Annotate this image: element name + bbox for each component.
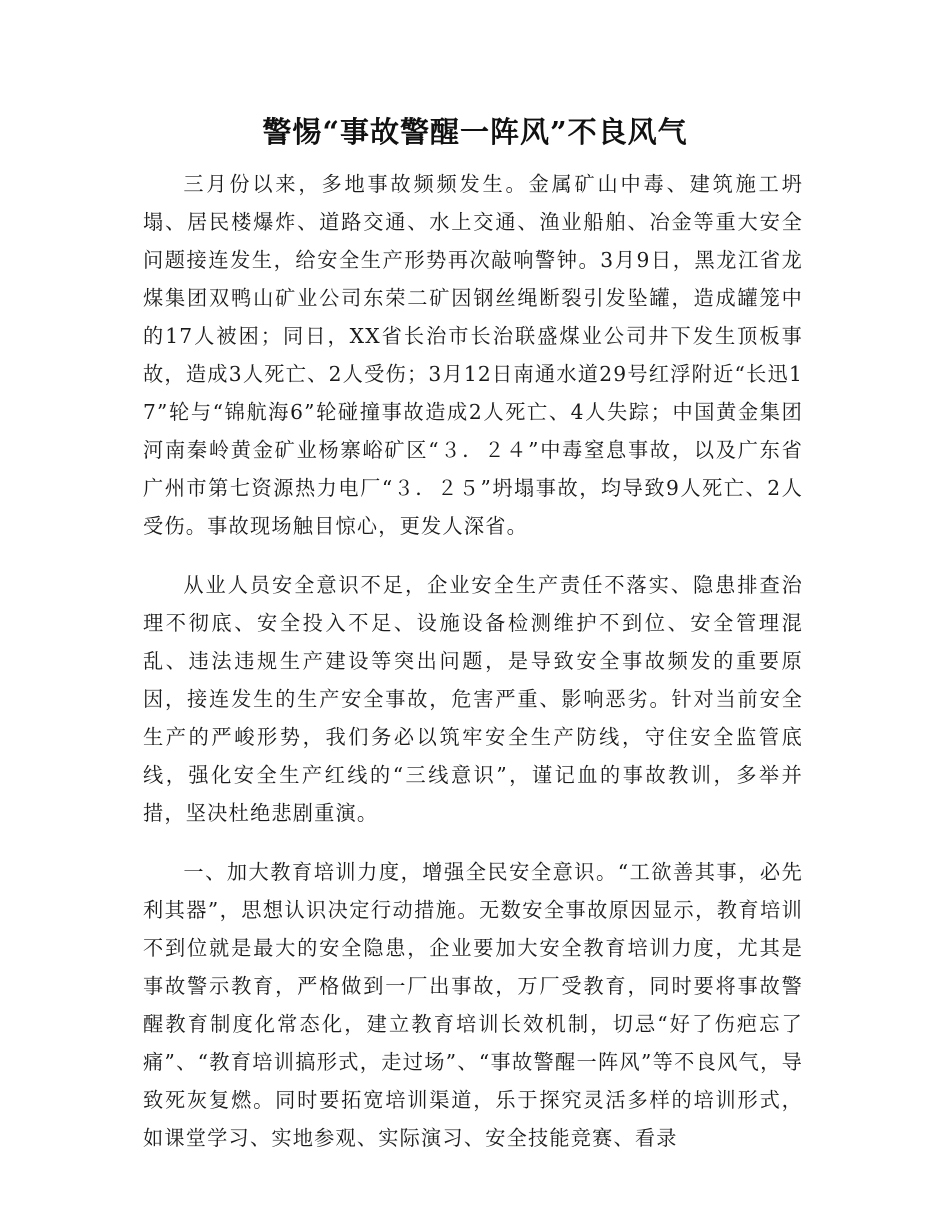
document-title: 警惕“事故警醒一阵风”不良风气 <box>262 115 688 149</box>
document-body <box>143 165 803 1157</box>
paragraph-2: 从业人员安全意识不足，企业安全生产责任不落实、隐患排查治理不彻底、安全投入不足、设施设备检测维护不到位、安全管理混乱、违法违规生产建设等突出问题，是导致安全事故频发的重要原因，接连发生的生产安全事故，危害严重、影响恶劣。针对当前安全生产的严峻形势，我们务必以筑牢安全生产防线，守住安全监管底线，强化安全生产红线的“三线意识”，谨记血的事故教训，多举并措，坚决杜绝悲剧重演。 <box>143 573 803 825</box>
paragraph-1: 三月份以来，多地事故频频发生。金属矿山中毒、建筑施工坍塌、居民楼爆炸、道路交通、水上交通、渔业船舶、冶金等重大安全问题接连发生，给安全生产形势再次敲响警钟。3月9日，黑龙江省龙煤集团双鸭山矿业公司东荣二矿因钢丝绳断裂引发坠罐，造成罐笼中的17人被困；同日，XX省长治市长治联盛煤业公司井下发生顶板事故，造成3人死亡、2人受伤；3月12日南通水道29号红浮附近“长迅17”轮与“锦航海6”轮碰撞事故造成2人死亡、4人失踪；中国黄金集团河南秦岭黄金矿业杨寨峪矿区“３．２４”中毒窒息事故，以及广东省广州市第七资源热力电厂“３．２５”坍塌事故，均导致9人死亡、2人受伤。事故现场触目惊心，更发人深省。 <box>143 172 803 538</box>
paragraph-3: 一、加大教育培训力度，增强全民安全意识。“工欲善其事，必先利其器”，思想认识决定行动措施。无数安全事故原因显示，教育培训不到位就是最大的安全隐患，企业要加大安全教育培训力度，尤其是事故警示教育，严格做到一厂出事故，万厂受教育，同时要将事故警醒教育制度化常态化，建立教育培训长效机制，切忌“好了伤疤忘了痛”、“教育培训搞形式，走过场”、“事故警醒一阵风”等不良风气，导致死灰复燃。同时要拓宽培训渠道，乐于探究灵活多样的培训形式，如课堂学习、实地参观、实际演习、安全技能竞赛、看录 <box>143 860 803 1150</box>
